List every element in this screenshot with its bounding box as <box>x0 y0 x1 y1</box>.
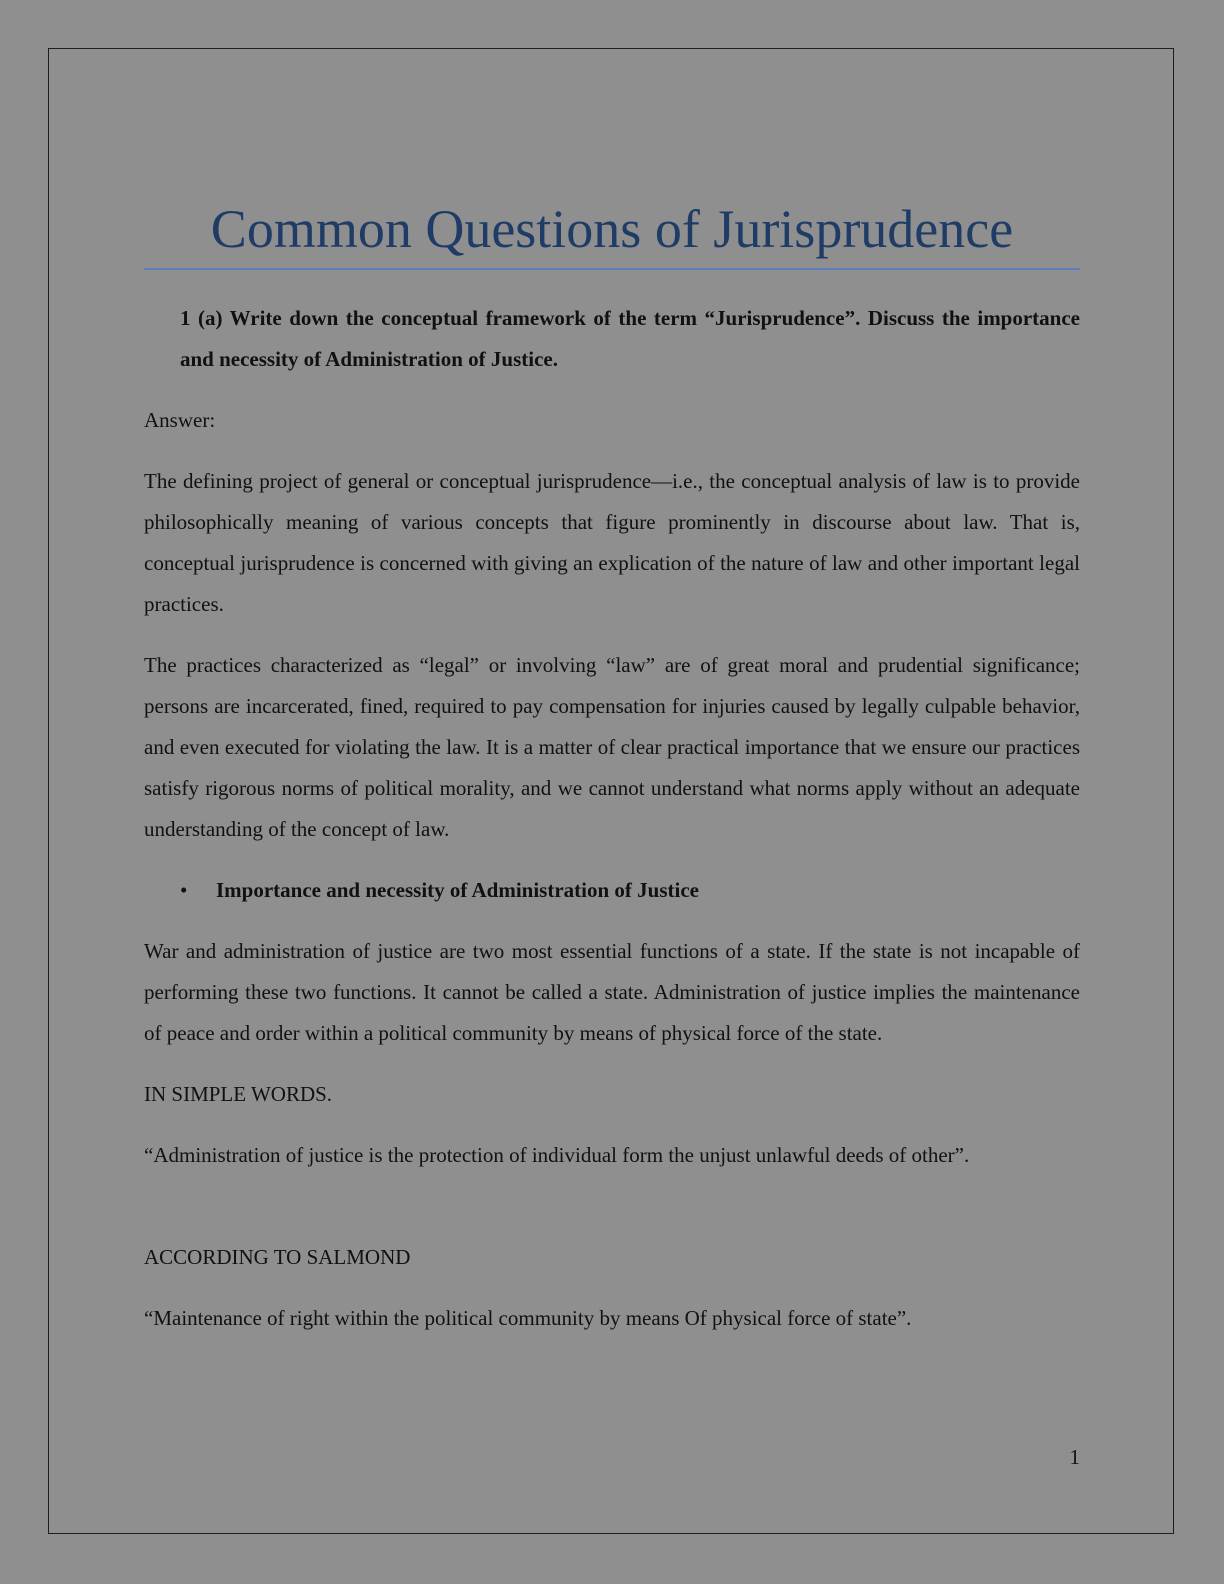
blank-line <box>144 1176 1080 1217</box>
salmond-quote: “Maintenance of right within the political community by means Of physical force of state”. <box>144 1305 912 1330</box>
simple-words-label: IN SIMPLE WORDS. <box>144 1081 333 1106</box>
salmond-label: ACCORDING TO SALMOND <box>144 1244 411 1269</box>
bullet-heading-text: Importance and necessity of Administration of Justice <box>216 877 699 902</box>
paragraph-conceptual-jurisprudence: The defining project of general or conceptual jurisprudence—i.e., the conceptual analysis of law is to provide philosophically meaning of various concepts that figure prominently in discourse about law. That is, conceptual jurisprudence is concerned with giving an explication of the nature of law and other important legal practices. <box>144 468 1080 616</box>
answer-label: Answer: <box>144 407 216 432</box>
page-number: 1 <box>1069 1445 1080 1469</box>
document-body <box>144 196 1080 1339</box>
paragraph-legal-practices: The practices characterized as “legal” or involving “law” are of great moral and prudential significance; persons are incarcerated, fined, required to pay compensation for injuries caused by legally culpable behavior, and even executed for violating the law. It is a matter of clear practical importance that we ensure our practices satisfy rigorous norms of political morality, and we cannot understand what norms apply without an adequate understanding of the concept of law. <box>144 652 1080 841</box>
paragraph-administration-of-justice: War and administration of justice are two most essential functions of a state. If the state is not incapable of performing these two functions. It cannot be called a state. Administration of justice implies the maintenance of peace and order within a political community by means of physical force of the state. <box>144 938 1080 1045</box>
document-title: Common Questions of Jurisprudence <box>144 196 1080 270</box>
simple-words-quote: “Administration of justice is the protection of individual form the unjust unlawful deeds of other”. <box>144 1142 970 1167</box>
bullet-heading <box>180 870 1080 911</box>
bullet-icon: • <box>180 877 188 902</box>
question-heading: 1 (a) Write down the conceptual framework of the term “Jurisprudence”. Discuss the importance and necessity of Administration of Justice. <box>180 305 1080 371</box>
